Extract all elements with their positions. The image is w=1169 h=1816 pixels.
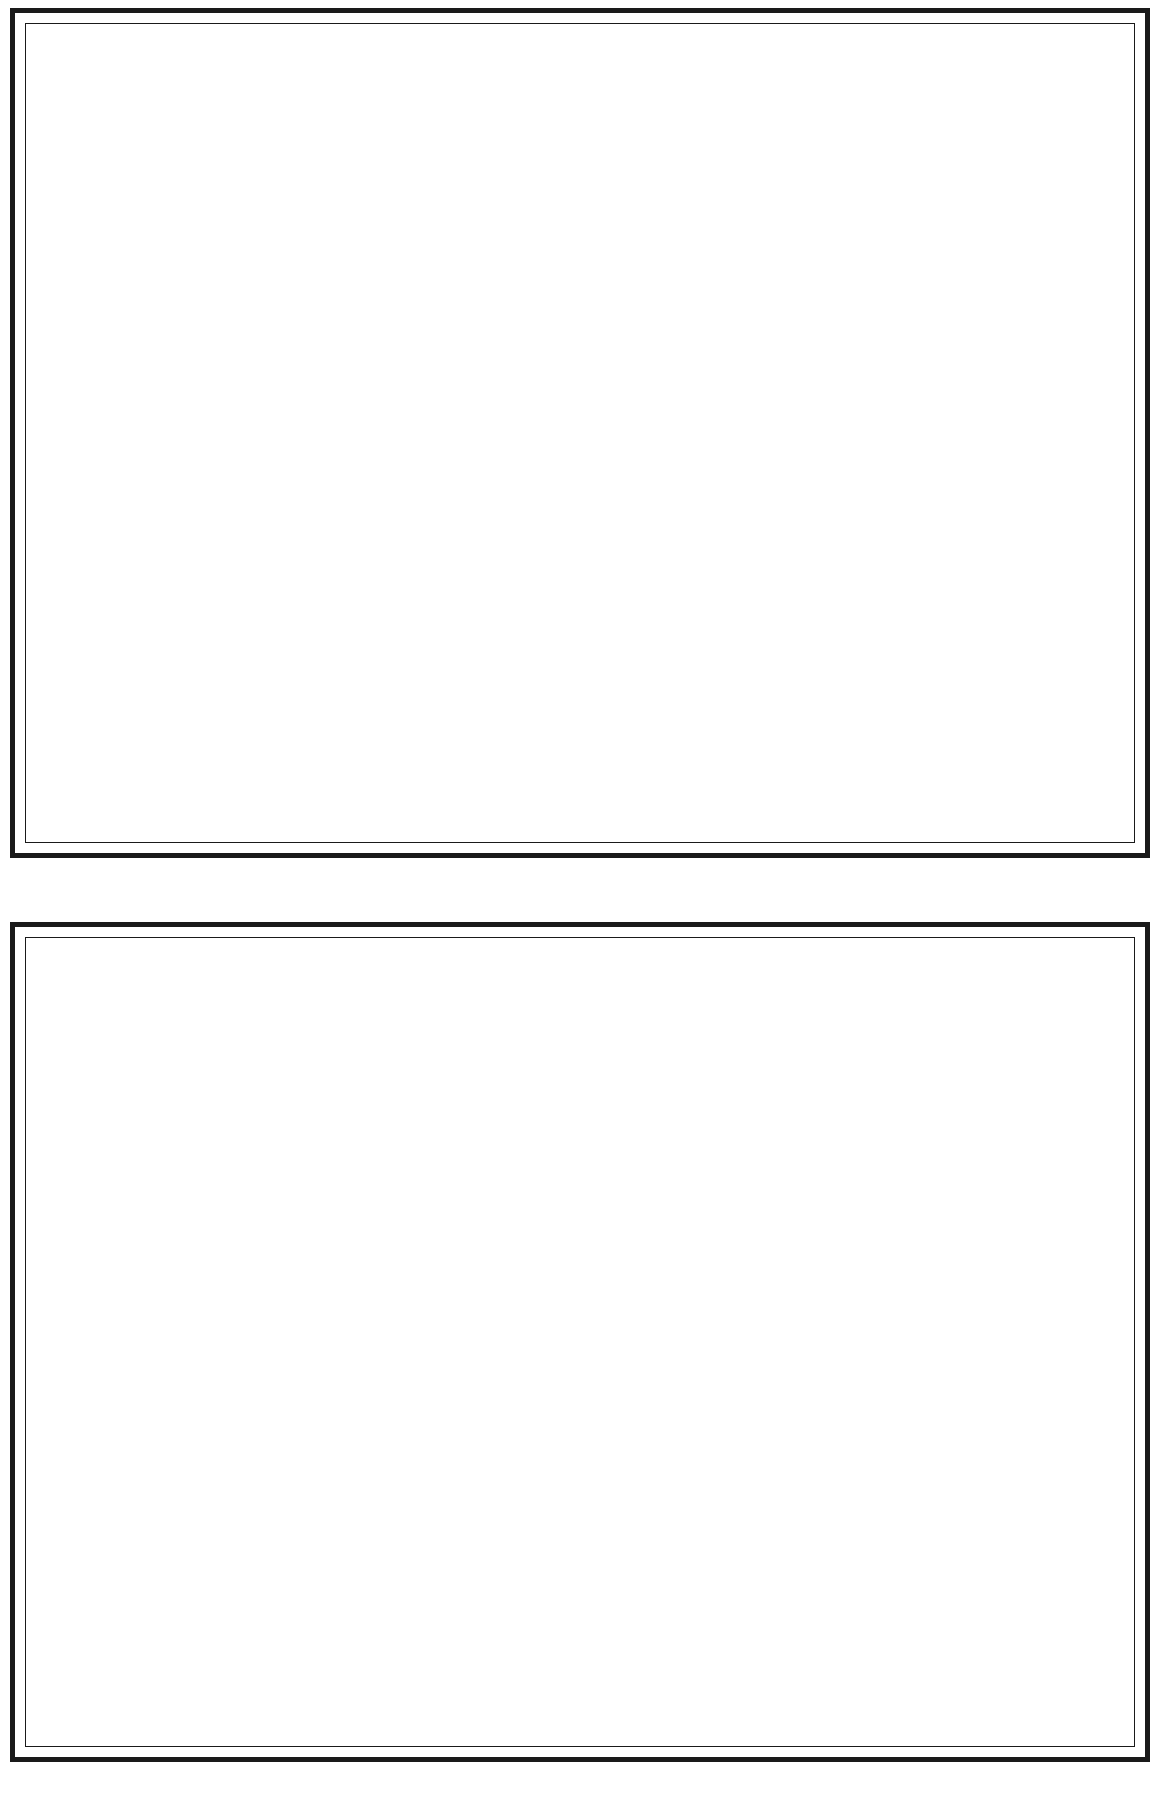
- top-page: [10, 8, 1150, 858]
- bottom-page: [10, 922, 1150, 1762]
- top-page-frame: [25, 23, 1135, 843]
- bottom-page-frame: [25, 937, 1135, 1747]
